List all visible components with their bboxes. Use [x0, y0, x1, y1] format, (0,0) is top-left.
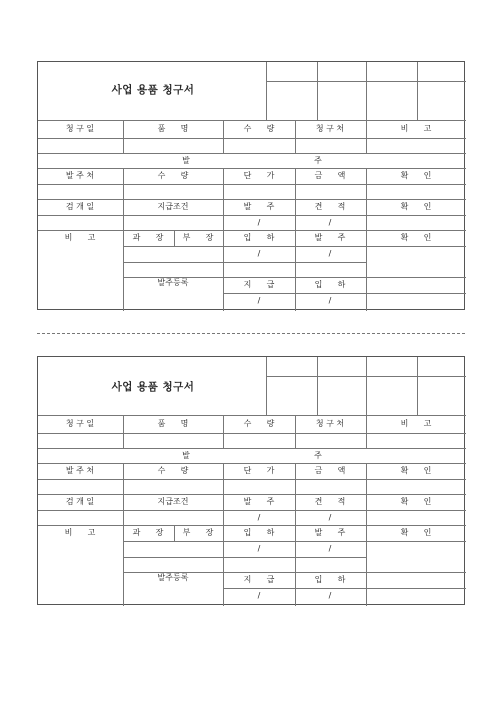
row-divider — [223, 588, 466, 589]
label-order-quantity: 수 량 — [157, 171, 189, 180]
row-divider — [38, 415, 466, 416]
label-payment-terms: 지급조건 — [157, 497, 189, 506]
label-dept-head: 부 장 — [182, 233, 214, 242]
col-divider — [223, 463, 224, 606]
approval-divider — [266, 376, 466, 377]
label-item-name: 품 명 — [157, 419, 189, 428]
label-requester: 청 구 처 — [315, 419, 345, 428]
label-dept-head: 부 장 — [182, 528, 214, 537]
approval-divider — [266, 357, 267, 415]
row-divider — [38, 463, 466, 464]
col-divider — [366, 120, 367, 153]
label-supplier: 발 주 처 — [65, 466, 95, 475]
approval-divider — [417, 357, 418, 415]
col-divider — [223, 168, 224, 311]
label-order-registration: 발주등록 — [157, 573, 189, 582]
row-divider — [38, 168, 466, 169]
approval-divider — [317, 62, 318, 120]
date-slash: / — [328, 544, 332, 553]
col-divider — [123, 168, 124, 311]
row-divider — [38, 153, 466, 154]
row-divider — [38, 184, 466, 185]
label-estimate: 견 적 — [314, 497, 346, 506]
label-remarks-2: 비 고 — [64, 528, 96, 537]
row-divider — [38, 433, 466, 434]
approval-divider — [266, 81, 466, 82]
label-confirm: 확 인 — [400, 202, 432, 211]
label-amount: 금 액 — [314, 466, 346, 475]
row-divider — [38, 138, 466, 139]
approval-divider — [317, 357, 318, 415]
col-divider — [123, 120, 124, 153]
row-divider — [38, 479, 466, 480]
label-confirm: 확 인 — [400, 233, 432, 242]
date-slash: / — [257, 591, 261, 600]
label-confirm: 확 인 — [400, 171, 432, 180]
approval-divider — [417, 62, 418, 120]
label-unit-price: 단 가 — [243, 171, 275, 180]
label-unit-price: 단 가 — [243, 466, 275, 475]
label-payment: 지 급 — [243, 280, 275, 289]
date-slash: / — [257, 544, 261, 553]
col-divider — [223, 415, 224, 448]
label-order: 발 주 — [243, 202, 275, 211]
label-request-date: 청 구 일 — [65, 124, 95, 133]
date-slash: / — [328, 218, 332, 227]
label-amount: 금 액 — [314, 171, 346, 180]
label-quantity: 수 량 — [243, 419, 275, 428]
label-quantity: 수 량 — [243, 124, 275, 133]
label-order-quantity: 수 량 — [157, 466, 189, 475]
date-slash: / — [257, 296, 261, 305]
label-inspection-date: 검 개 일 — [65, 497, 95, 506]
order-banner-right: 주 — [314, 156, 322, 165]
label-item-name: 품 명 — [157, 124, 189, 133]
label-remarks: 비 고 — [400, 419, 432, 428]
col-divider — [174, 525, 175, 541]
order-banner-left: 발 — [182, 451, 190, 460]
approval-divider — [266, 62, 267, 120]
col-divider — [223, 120, 224, 153]
label-receipt: 입 하 — [243, 233, 275, 242]
row-divider — [38, 494, 466, 495]
label-remarks-2: 비 고 — [64, 233, 96, 242]
row-divider — [38, 199, 466, 200]
label-receipt-2: 입 하 — [314, 280, 346, 289]
row-divider — [38, 230, 466, 231]
approval-divider — [366, 62, 367, 120]
col-divider — [123, 463, 124, 606]
cut-line — [37, 333, 465, 334]
requisition-form-1 — [37, 61, 465, 310]
date-slash: / — [257, 249, 261, 258]
order-banner-right: 주 — [314, 451, 322, 460]
label-section-chief: 과 장 — [132, 233, 164, 242]
label-payment-terms: 지급조건 — [157, 202, 189, 211]
date-slash: / — [328, 513, 332, 522]
col-divider — [366, 415, 367, 448]
date-slash: / — [328, 249, 332, 258]
col-divider — [123, 415, 124, 448]
row-divider — [38, 215, 466, 216]
date-slash: / — [328, 591, 332, 600]
label-order-registration: 발주등록 — [157, 278, 189, 287]
row-divider — [123, 262, 366, 263]
row-divider — [38, 448, 466, 449]
label-receipt: 입 하 — [243, 528, 275, 537]
requisition-form-2 — [37, 356, 465, 605]
row-divider — [223, 293, 466, 294]
label-supplier: 발 주 처 — [65, 171, 95, 180]
label-requester: 청 구 처 — [315, 124, 345, 133]
label-confirm: 확 인 — [400, 466, 432, 475]
row-divider — [123, 557, 366, 558]
label-confirm: 확 인 — [400, 497, 432, 506]
col-divider — [366, 168, 367, 311]
col-divider — [366, 463, 367, 606]
col-divider — [295, 415, 296, 448]
date-slash: / — [257, 513, 261, 522]
form-title: 사업 용품 청구서 — [111, 380, 195, 393]
label-remarks: 비 고 — [400, 124, 432, 133]
label-payment: 지 급 — [243, 575, 275, 584]
approval-divider — [366, 357, 367, 415]
form-title: 사업 용품 청구서 — [111, 83, 195, 96]
label-order-2: 발 주 — [314, 233, 346, 242]
col-divider — [295, 168, 296, 311]
label-confirm: 확 인 — [400, 528, 432, 537]
label-order-2: 발 주 — [314, 528, 346, 537]
label-inspection-date: 검 개 일 — [65, 202, 95, 211]
date-slash: / — [257, 218, 261, 227]
label-order: 발 주 — [243, 497, 275, 506]
col-divider — [295, 463, 296, 606]
col-divider — [295, 120, 296, 153]
row-divider — [38, 510, 466, 511]
order-banner-left: 발 — [182, 156, 190, 165]
date-slash: / — [328, 296, 332, 305]
label-section-chief: 과 장 — [132, 528, 164, 537]
label-request-date: 청 구 일 — [65, 419, 95, 428]
label-estimate: 견 적 — [314, 202, 346, 211]
row-divider — [38, 120, 466, 121]
row-divider — [38, 525, 466, 526]
col-divider — [174, 230, 175, 246]
label-receipt-2: 입 하 — [314, 575, 346, 584]
